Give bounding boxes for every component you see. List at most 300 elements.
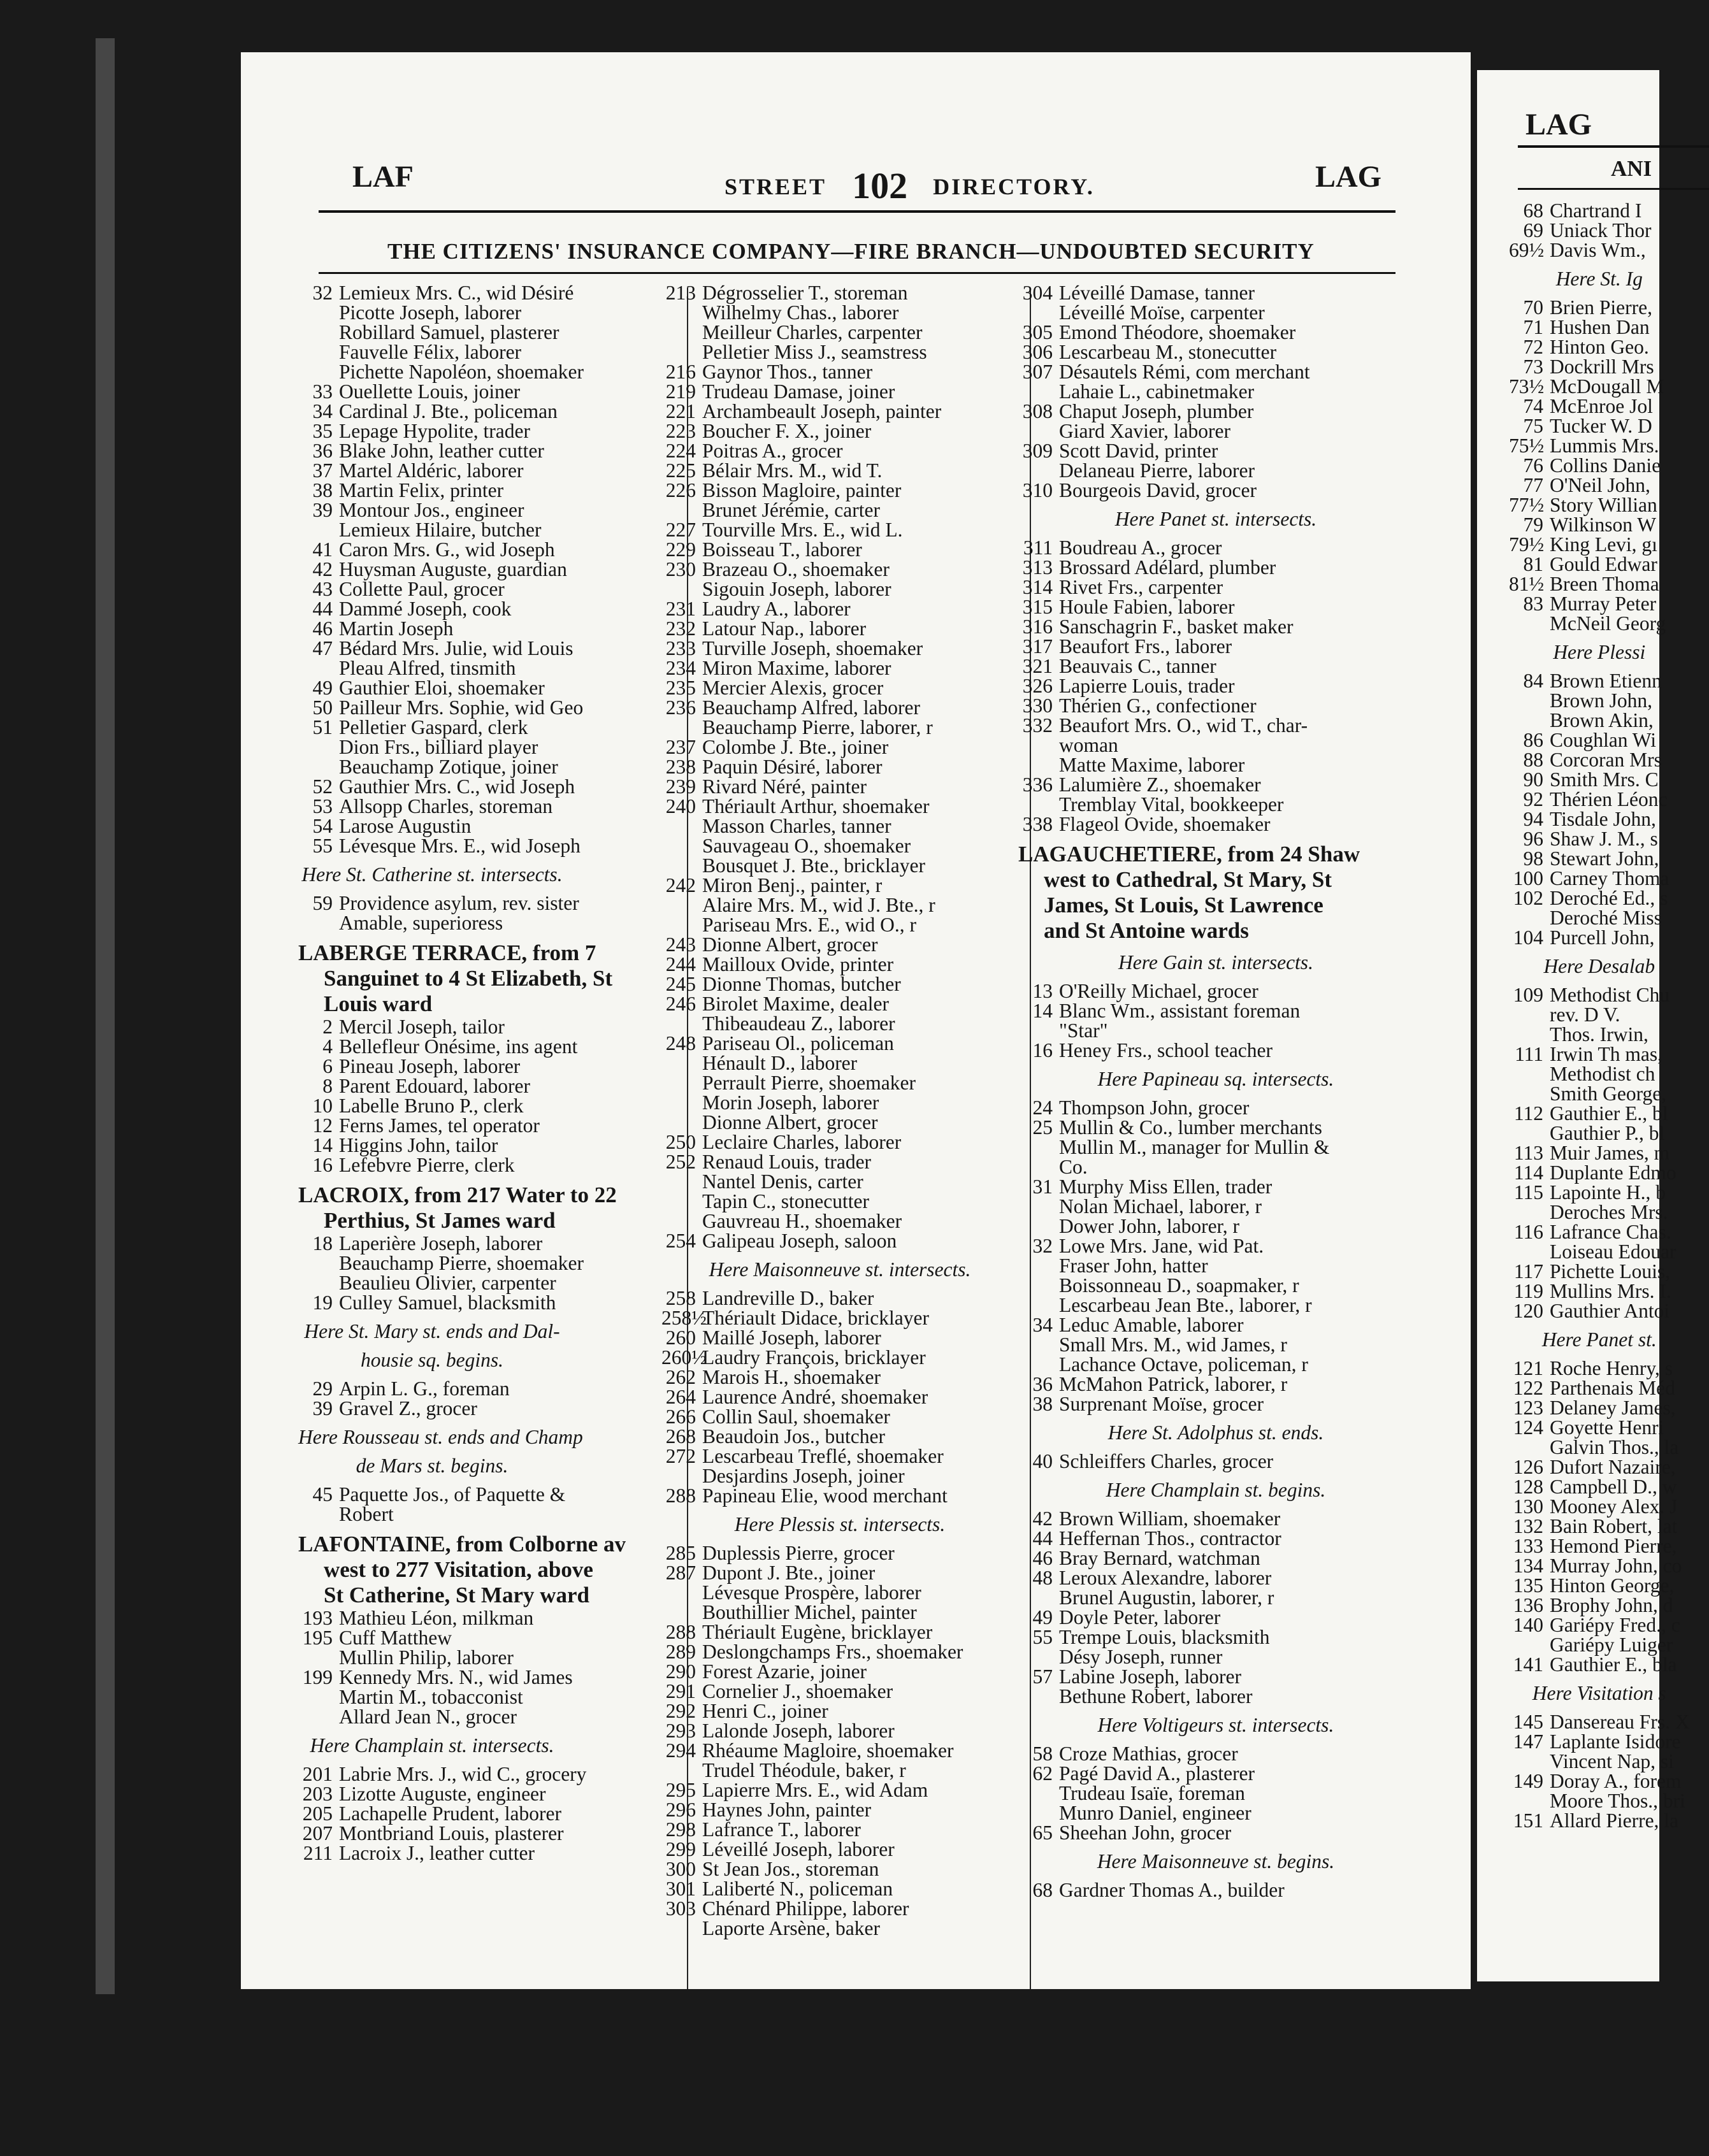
directory-entry bbox=[1509, 1064, 1690, 1084]
directory-entry bbox=[661, 1112, 1018, 1132]
directory-entry bbox=[1018, 421, 1413, 441]
resident-entry: Boudreau A., grocer bbox=[1059, 536, 1222, 559]
directory-entry bbox=[661, 1583, 1018, 1602]
street-heading-cont: Sanguinet to 4 St Elizabeth, St bbox=[324, 966, 613, 991]
directory-entry bbox=[1509, 1437, 1690, 1457]
resident-entry: Mullins Mrs. I. bbox=[1550, 1280, 1671, 1302]
resident-entry: Désy Joseph, runner bbox=[1059, 1646, 1223, 1668]
house-number: 305 bbox=[1022, 321, 1053, 343]
resident-entry: Desjardins Joseph, joiner bbox=[702, 1465, 905, 1487]
house-number: 65 bbox=[1032, 1822, 1053, 1844]
house-number: 338 bbox=[1022, 813, 1053, 835]
directory-entry bbox=[661, 1662, 1018, 1681]
house-number: 124 bbox=[1513, 1416, 1543, 1439]
resident-entry: Dockrill Mrs bbox=[1550, 356, 1654, 378]
house-number: 211 bbox=[303, 1842, 333, 1864]
resident-entry: Brossard Adélard, plumber bbox=[1059, 556, 1276, 579]
house-number: 300 bbox=[665, 1858, 696, 1880]
intersection-note: Here Gain st. intersects. bbox=[1118, 951, 1313, 974]
directory-entry bbox=[1509, 574, 1690, 594]
directory-entry bbox=[661, 974, 1018, 994]
house-number: 308 bbox=[1022, 400, 1053, 422]
directory-entry bbox=[661, 1014, 1018, 1033]
directory-entry bbox=[1509, 888, 1690, 908]
house-number: 145 bbox=[1513, 1711, 1543, 1733]
directory-entry bbox=[661, 1879, 1018, 1899]
house-number: 136 bbox=[1513, 1594, 1543, 1616]
resident-entry: Gauvreau H., shoemaker bbox=[702, 1210, 902, 1232]
house-number: 51 bbox=[312, 716, 333, 738]
page-code-right: LAG bbox=[1315, 160, 1382, 194]
resident-entry: Robillard Samuel, plasterer bbox=[339, 321, 559, 343]
resident-entry: Houle Fabien, laborer bbox=[1059, 596, 1235, 618]
directory-entry bbox=[1509, 1005, 1690, 1024]
resident-entry: Maillé Joseph, laborer bbox=[702, 1326, 881, 1349]
directory-entry bbox=[298, 1135, 566, 1155]
house-number: 14 bbox=[312, 1134, 333, 1156]
house-number: 128 bbox=[1513, 1476, 1543, 1498]
house-number: 14 bbox=[1032, 1000, 1053, 1022]
directory-entry bbox=[298, 520, 566, 540]
house-number: 219 bbox=[665, 380, 696, 403]
directory-entry bbox=[661, 283, 1018, 303]
house-number: 62 bbox=[1032, 1762, 1053, 1785]
resident-entry: Moore Thos., bri bbox=[1550, 1790, 1685, 1812]
intersection-note: Here St. Mary st. ends and Dal- bbox=[304, 1320, 560, 1342]
house-number: 76 bbox=[1523, 454, 1543, 477]
directory-entry bbox=[1509, 691, 1690, 710]
intersection-note: Here Plessis st. intersects. bbox=[734, 1513, 946, 1535]
directory-entry bbox=[298, 382, 566, 401]
resident-entry: Tisdale John, bbox=[1550, 808, 1656, 830]
resident-entry: Gardner Thomas A., builder bbox=[1059, 1879, 1285, 1901]
directory-entry bbox=[298, 1763, 587, 1785]
directory-entry bbox=[1018, 461, 1413, 480]
house-number: 70 bbox=[1523, 296, 1543, 319]
resident-entry: Thériault Eugène, bricklayer bbox=[702, 1621, 933, 1643]
resident-entry: Archambeault Joseph, painter bbox=[702, 400, 942, 422]
directory-entry bbox=[661, 1602, 1018, 1622]
house-number: 55 bbox=[312, 835, 333, 857]
resident-entry: Beaufort Frs., laborer bbox=[1059, 635, 1232, 658]
house-number: 242 bbox=[665, 874, 696, 896]
directory-entry bbox=[661, 1387, 1018, 1407]
house-number: 98 bbox=[1523, 847, 1543, 870]
resident-entry: Murray John, co bbox=[1550, 1555, 1682, 1577]
house-number: 55 bbox=[1032, 1626, 1053, 1648]
directory-entry bbox=[1509, 554, 1690, 574]
resident-entry: Smith George, bbox=[1550, 1082, 1667, 1105]
directory-entry bbox=[661, 1407, 1018, 1427]
resident-entry: Davis Wm., bbox=[1550, 239, 1646, 261]
resident-entry: O'Neil John, bbox=[1550, 474, 1650, 496]
resident-entry: Lahaie L., cabinetmaker bbox=[1059, 380, 1255, 403]
resident-entry: Irwin Th mas, bbox=[1550, 1043, 1663, 1065]
house-number: 86 bbox=[1523, 729, 1543, 751]
resident-entry: Picotte Joseph, laborer bbox=[339, 301, 522, 324]
directory-entry bbox=[661, 1859, 1018, 1879]
directory-entry bbox=[661, 777, 1018, 796]
directory-entry bbox=[661, 1367, 1018, 1387]
directory-entry bbox=[1509, 789, 1690, 809]
resident-entry: Tourville Mrs. E., wid L. bbox=[702, 519, 903, 541]
directory-entry bbox=[1509, 1497, 1690, 1516]
directory-entry bbox=[298, 796, 566, 816]
house-number: 321 bbox=[1022, 655, 1053, 677]
directory-entry bbox=[1509, 337, 1690, 357]
intersection-note: Here Papineau sq. intersects. bbox=[1097, 1068, 1334, 1090]
intersection-note: housie sq. begins. bbox=[361, 1349, 503, 1371]
house-number: 151 bbox=[1513, 1809, 1543, 1832]
resident-entry: Désautels Rémi, com merchant bbox=[1059, 361, 1310, 383]
resident-entry: Parent Edouard, laborer bbox=[339, 1075, 531, 1097]
resident-entry: Gravel Z., grocer bbox=[339, 1397, 477, 1419]
resident-entry: Surprenant Moïse, grocer bbox=[1059, 1393, 1264, 1415]
house-number: 306 bbox=[1022, 341, 1053, 363]
directory-entry bbox=[661, 1231, 1018, 1251]
resident-entry: Collin Saul, shoemaker bbox=[702, 1405, 890, 1428]
house-number: 135 bbox=[1513, 1574, 1543, 1597]
page-running-title bbox=[716, 161, 1104, 206]
directory-entry bbox=[661, 1899, 1018, 1918]
resident-entry: Brown William, shoemaker bbox=[1059, 1507, 1281, 1530]
house-number: 59 bbox=[312, 892, 333, 914]
resident-entry: Labine Joseph, laborer bbox=[1059, 1665, 1242, 1688]
resident-entry: Lemieux Hilaire, butcher bbox=[339, 519, 542, 541]
resident-entry: Laperière Joseph, laborer bbox=[339, 1232, 543, 1254]
directory-entry bbox=[661, 1446, 1018, 1466]
directory-entry bbox=[298, 441, 566, 461]
resident-entry: Carney Thoma bbox=[1550, 867, 1669, 889]
resident-entry: Martin Joseph bbox=[339, 617, 454, 640]
resident-entry: Laliberté N., policeman bbox=[702, 1878, 893, 1900]
resident-entry: rev. D V. bbox=[1550, 1003, 1620, 1026]
directory-entry bbox=[1018, 1001, 1413, 1021]
directory-entry bbox=[1509, 475, 1690, 495]
resident-entry: Lalonde Joseph, laborer bbox=[702, 1720, 895, 1742]
house-number: 68 bbox=[1032, 1879, 1053, 1901]
resident-entry: Dionne Thomas, butcher bbox=[702, 973, 901, 995]
directory-entry bbox=[1509, 220, 1690, 240]
resident-entry: Methodist ch bbox=[1550, 1063, 1655, 1085]
directory-entry bbox=[661, 1053, 1018, 1073]
house-number: 123 bbox=[1513, 1397, 1543, 1419]
directory-entry bbox=[661, 1780, 1018, 1800]
house-number: 149 bbox=[1513, 1770, 1543, 1792]
house-number: 258½ bbox=[661, 1307, 707, 1329]
house-number: 44 bbox=[312, 598, 333, 620]
directory-column-1 bbox=[298, 282, 626, 1864]
directory-entry bbox=[1509, 396, 1690, 416]
house-number: 266 bbox=[665, 1405, 696, 1428]
resident-entry: Giard Xavier, laborer bbox=[1059, 420, 1230, 442]
directory-entry bbox=[1018, 401, 1413, 421]
directory-entry bbox=[661, 658, 1018, 678]
house-number: 315 bbox=[1022, 596, 1053, 618]
house-number: 40 bbox=[1032, 1450, 1053, 1472]
resident-entry: Thériault Didace, bricklayer bbox=[702, 1307, 929, 1329]
directory-entry bbox=[1509, 1477, 1690, 1497]
resident-entry: Dupont J. Bte., joiner bbox=[702, 1562, 876, 1584]
resident-entry: Allard Jean N., grocer bbox=[339, 1706, 517, 1728]
directory-entry bbox=[1018, 1568, 1413, 1588]
directory-entry bbox=[1018, 676, 1413, 696]
directory-entry bbox=[661, 322, 1018, 342]
directory-entry bbox=[298, 303, 566, 322]
house-number: 310 bbox=[1022, 479, 1053, 501]
intersection-note: Here St. Adolphus st. ends. bbox=[1107, 1421, 1324, 1444]
directory-entry bbox=[1509, 1378, 1690, 1398]
directory-entry bbox=[1018, 1823, 1413, 1843]
intersection-note: Here Voltigeurs st. intersects. bbox=[1097, 1714, 1334, 1736]
house-number: 25 bbox=[1032, 1116, 1053, 1139]
page2-code: LAG bbox=[1525, 108, 1592, 141]
directory-entry bbox=[298, 1233, 566, 1253]
resident-entry: Lalumière Z., shoemaker bbox=[1059, 773, 1261, 796]
resident-entry: Lapointe H., b bbox=[1550, 1181, 1666, 1204]
intersection-note: Here St. Catherine st. intersects. bbox=[301, 863, 563, 886]
directory-entry bbox=[661, 540, 1018, 559]
directory-entry bbox=[661, 1622, 1018, 1642]
resident-entry: McDougall M bbox=[1550, 375, 1664, 398]
resident-entry: Bousquet J. Bte., bricklayer bbox=[702, 854, 925, 877]
directory-entry bbox=[661, 559, 1018, 579]
resident-entry: Lizotte Auguste, engineer bbox=[339, 1783, 546, 1805]
directory-entry bbox=[661, 698, 1018, 717]
directory-entry bbox=[1509, 436, 1690, 456]
resident-entry: Gauthier Antoi bbox=[1550, 1300, 1670, 1322]
house-number: 4 bbox=[322, 1035, 333, 1058]
resident-entry: Pichette Louis, bbox=[1550, 1260, 1670, 1283]
directory-page-left bbox=[241, 52, 1471, 1989]
directory-entry bbox=[298, 1784, 566, 1804]
resident-entry: Lapierre Louis, trader bbox=[1059, 675, 1235, 697]
page2-header-rule bbox=[1518, 145, 1709, 148]
house-number: 216 bbox=[665, 361, 696, 383]
house-number: 34 bbox=[312, 400, 333, 422]
directory-entry bbox=[661, 421, 1018, 441]
directory-entry bbox=[298, 500, 566, 520]
resident-entry: Bourgeois David, grocer bbox=[1059, 479, 1257, 501]
house-number: 236 bbox=[665, 696, 696, 719]
resident-entry: Ferns James, tel operator bbox=[339, 1114, 540, 1137]
house-number: 252 bbox=[665, 1151, 696, 1173]
directory-entry bbox=[661, 796, 1018, 816]
house-number: 50 bbox=[312, 696, 333, 719]
house-number: 38 bbox=[1032, 1393, 1053, 1415]
intersection-note: Here Maisonneuve st. begins. bbox=[1097, 1850, 1335, 1872]
directory-entry bbox=[1509, 985, 1690, 1005]
directory-entry bbox=[298, 892, 579, 914]
directory-entry bbox=[1509, 1123, 1690, 1143]
house-number: 264 bbox=[665, 1386, 696, 1408]
house-number: 24 bbox=[1032, 1096, 1053, 1119]
resident-entry: Boissonneau D., soapmaker, r bbox=[1059, 1274, 1299, 1297]
resident-entry: Corcoran Mrs bbox=[1550, 749, 1662, 771]
resident-entry: Delaneau Pierre, laborer bbox=[1059, 459, 1255, 482]
directory-entry bbox=[298, 599, 566, 619]
directory-entry bbox=[1509, 1358, 1690, 1378]
resident-entry: Gould Edwar bbox=[1550, 553, 1657, 575]
resident-entry: Léveillé Damase, tanner bbox=[1059, 282, 1255, 304]
directory-entry bbox=[1018, 794, 1413, 814]
house-number: 74 bbox=[1523, 395, 1543, 417]
intersection-note: Here Rousseau st. ends and Champ bbox=[298, 1426, 583, 1448]
house-number: 100 bbox=[1513, 867, 1543, 889]
resident-entry: Papineau Elie, wood merchant bbox=[702, 1484, 948, 1507]
resident-entry: Murray Peter bbox=[1550, 593, 1657, 615]
resident-entry: Léveillé Joseph, laborer bbox=[702, 1838, 895, 1860]
directory-entry bbox=[1018, 557, 1413, 577]
resident-entry: Fraser John, hatter bbox=[1059, 1254, 1208, 1277]
directory-entry bbox=[1509, 770, 1690, 789]
directory-entry bbox=[1018, 577, 1413, 597]
resident-entry: Mathieu Léon, milkman bbox=[339, 1607, 534, 1629]
resident-entry: Pichette Napoléon, shoemaker bbox=[339, 361, 584, 383]
directory-entry bbox=[1018, 303, 1413, 322]
resident-entry: Blake John, leather cutter bbox=[339, 440, 544, 462]
resident-entry: Brophy John, d bbox=[1550, 1594, 1673, 1616]
resident-entry: Tucker W. D bbox=[1550, 415, 1652, 437]
resident-entry: Poitras A., grocer bbox=[702, 440, 843, 462]
house-number: 33 bbox=[312, 380, 333, 403]
resident-entry: Mullin Philip, laborer bbox=[339, 1646, 514, 1669]
directory-entry bbox=[298, 1293, 566, 1312]
directory-entry bbox=[1018, 1647, 1413, 1667]
directory-entry bbox=[1018, 1528, 1413, 1548]
directory-entry bbox=[1509, 1576, 1690, 1595]
directory-entry bbox=[661, 579, 1018, 599]
resident-entry: Perrault Pierre, shoemaker bbox=[702, 1072, 916, 1094]
house-number: 83 bbox=[1523, 593, 1543, 615]
resident-entry: Lemieux Mrs. C., wid Désiré bbox=[339, 282, 574, 304]
resident-entry: Flageol Ovide, shoemaker bbox=[1059, 813, 1271, 835]
house-number: 8 bbox=[322, 1075, 333, 1097]
house-number: 68 bbox=[1523, 199, 1543, 222]
directory-entry bbox=[1509, 710, 1690, 730]
directory-entry bbox=[298, 421, 566, 441]
street-heading-cont: west to 277 Visitation, above bbox=[324, 1557, 593, 1582]
directory-entry bbox=[1509, 357, 1690, 377]
resident-entry: Goyette Henri bbox=[1550, 1416, 1664, 1439]
directory-entry bbox=[1509, 1024, 1690, 1044]
house-number: 239 bbox=[665, 775, 696, 798]
directory-entry bbox=[298, 737, 566, 757]
intersection-note: Here St. Ig bbox=[1555, 268, 1643, 290]
house-number: 193 bbox=[302, 1607, 333, 1629]
resident-entry: Mullin & Co., lumber merchants bbox=[1059, 1116, 1322, 1139]
directory-entry bbox=[1018, 597, 1413, 617]
resident-entry: Morin Joseph, laborer bbox=[702, 1091, 879, 1114]
resident-entry: Emond Théodore, shoemaker bbox=[1059, 321, 1296, 343]
directory-entry bbox=[1509, 1536, 1690, 1556]
house-number: 226 bbox=[665, 479, 696, 501]
directory-entry bbox=[298, 1823, 566, 1843]
directory-entry bbox=[1509, 1418, 1690, 1437]
resident-entry: Pleau Alfred, tinsmith bbox=[339, 657, 516, 679]
resident-entry: Haynes John, painter bbox=[702, 1799, 872, 1821]
directory-entry bbox=[298, 1804, 566, 1823]
resident-entry: Lafrance T., laborer bbox=[702, 1818, 861, 1841]
directory-entry bbox=[661, 1308, 1018, 1328]
house-number: 294 bbox=[665, 1739, 696, 1762]
directory-entry bbox=[661, 1466, 1018, 1486]
resident-entry: Scott David, printer bbox=[1059, 440, 1218, 462]
resident-entry: Hemond Pierre, bbox=[1550, 1535, 1677, 1557]
street-heading: LACROIX, from 217 Water to 22 bbox=[298, 1182, 617, 1207]
resident-entry: Mercier Alexis, grocer bbox=[702, 677, 884, 699]
directory-entry bbox=[661, 1172, 1018, 1191]
directory-entry bbox=[298, 1096, 566, 1116]
house-number: 119 bbox=[1513, 1280, 1543, 1302]
intersection-note: Here Panet st. intersects. bbox=[1114, 508, 1317, 530]
directory-entry bbox=[1018, 1295, 1413, 1315]
intersection-note: Here Desalab bbox=[1543, 955, 1655, 977]
resident-entry: Boisseau T., laborer bbox=[702, 538, 862, 561]
house-number: 37 bbox=[312, 459, 333, 482]
directory-entry bbox=[1018, 814, 1413, 834]
resident-entry: Mooney Alex. J bbox=[1550, 1495, 1678, 1518]
house-number: 195 bbox=[302, 1627, 333, 1649]
resident-entry: Nantel Denis, carter bbox=[702, 1170, 863, 1193]
street-heading-cont: Perthius, St James ward bbox=[324, 1208, 556, 1233]
street-heading: LABERGE TERRACE, from 7 bbox=[298, 940, 596, 965]
directory-entry bbox=[661, 461, 1018, 480]
resident-entry: Hinton George, bbox=[1550, 1574, 1675, 1597]
directory-entry bbox=[298, 322, 566, 342]
directory-entry bbox=[298, 282, 574, 304]
directory-entry bbox=[1509, 1202, 1690, 1222]
resident-entry: Miron Benj., painter, r bbox=[702, 874, 883, 896]
directory-entry bbox=[298, 559, 566, 579]
directory-entry bbox=[661, 856, 1018, 875]
house-number: 287 bbox=[665, 1562, 696, 1584]
directory-entry bbox=[1018, 715, 1413, 735]
header-rule bbox=[319, 210, 1395, 213]
house-number: 317 bbox=[1022, 635, 1053, 658]
house-number: 49 bbox=[1032, 1606, 1053, 1628]
house-number: 221 bbox=[665, 400, 696, 422]
directory-entry bbox=[661, 441, 1018, 461]
house-number: 32 bbox=[1032, 1235, 1053, 1257]
resident-entry: Laudry A., laborer bbox=[702, 598, 851, 620]
directory-entry bbox=[298, 637, 573, 659]
house-number: 330 bbox=[1022, 694, 1053, 717]
house-number: 299 bbox=[665, 1838, 696, 1860]
resident-entry: Nolan Michael, laborer, r bbox=[1059, 1195, 1262, 1218]
resident-entry: Fauvelle Félix, laborer bbox=[339, 341, 522, 363]
resident-entry: Shaw J. M., s bbox=[1550, 828, 1658, 850]
directory-entry bbox=[661, 599, 1018, 619]
directory-entry bbox=[661, 836, 1018, 856]
directory-entry bbox=[298, 540, 566, 559]
directory-entry bbox=[298, 1687, 566, 1707]
resident-entry: Matte Maxime, laborer bbox=[1059, 754, 1245, 776]
directory-entry bbox=[661, 1721, 1018, 1741]
intersection-note: de Mars st. begins. bbox=[356, 1455, 508, 1477]
directory-column-2 bbox=[661, 283, 1018, 1938]
directory-entry bbox=[661, 895, 1018, 915]
resident-entry: Gariépy Luiger bbox=[1550, 1634, 1673, 1656]
resident-entry: Lummis Mrs. bbox=[1550, 435, 1659, 457]
house-number: 231 bbox=[665, 598, 696, 620]
resident-entry: Mullin M., manager for Mullin & bbox=[1059, 1136, 1330, 1158]
resident-entry: Dion Frs., billiard player bbox=[339, 736, 538, 758]
house-number: 199 bbox=[302, 1666, 333, 1688]
directory-entry bbox=[661, 1741, 1018, 1760]
resident-entry: Collette Paul, grocer bbox=[339, 578, 505, 600]
resident-entry: Beauchamp Pierre, laborer, r bbox=[702, 716, 933, 738]
